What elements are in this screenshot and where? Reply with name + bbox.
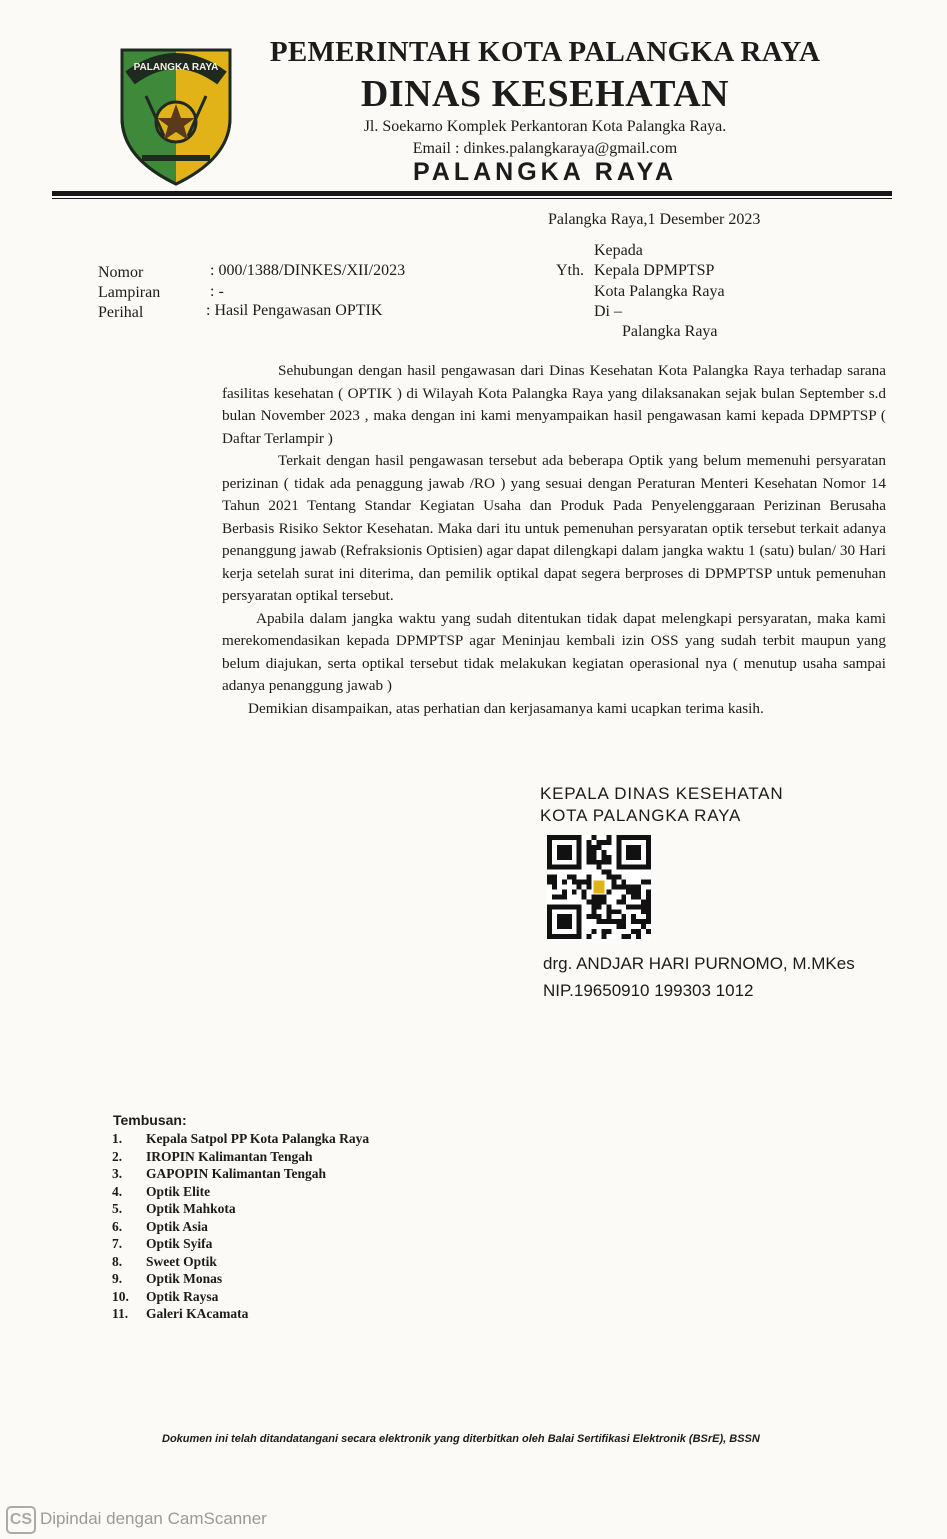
recipient-line1: Kepala DPMPTSP bbox=[594, 262, 715, 279]
recipient-di: Di – bbox=[594, 303, 622, 320]
tembusan-item bbox=[112, 1235, 369, 1253]
tembusan-label: Tembusan: bbox=[113, 1112, 187, 1128]
tembusan-item-text: Optik Mahkota bbox=[146, 1201, 236, 1216]
body-paragraph-1: Sehubungan dengan hasil pengawasan dari Dinas Kesehatan Kota Palangka Raya terhadap sarana fasilitas kesehatan ( OPTIK ) di Wilayah Kota Palangka Raya yang dilaksanakan sejak bulan September s.d bulan November 2023 , maka dengan ini kami menyampaikan hasil pengawasan kami kepada DPMPTSP ( Daftar Terlampir ) bbox=[222, 362, 886, 447]
recipient-kepada: Kepada bbox=[594, 242, 643, 259]
place-date: Palangka Raya,1 Desember 2023 bbox=[548, 211, 761, 228]
camscanner-watermark: Dipindai dengan CamScanner bbox=[40, 1509, 267, 1528]
letterhead-department: DINAS KESEHATAN bbox=[360, 73, 730, 115]
letterhead-city: PALANGKA RAYA bbox=[412, 158, 678, 186]
tembusan-item bbox=[112, 1148, 369, 1166]
lampiran-value: : - bbox=[210, 283, 224, 300]
tembusan-item bbox=[112, 1270, 369, 1288]
tembusan-item-number: 10. bbox=[112, 1288, 129, 1304]
tembusan-item-number: 4. bbox=[112, 1183, 123, 1199]
tembusan-item-text: GAPOPIN Kalimantan Tengah bbox=[146, 1166, 327, 1181]
city-emblem-logo bbox=[116, 40, 236, 188]
tembusan-item bbox=[112, 1305, 369, 1323]
tembusan-item-number: 11. bbox=[112, 1306, 129, 1321]
tembusan-item-text: Optik Elite bbox=[146, 1183, 211, 1199]
letterhead-government: PEMERINTAH KOTA PALANGKA RAYA bbox=[269, 36, 821, 68]
tembusan-item bbox=[112, 1130, 369, 1148]
tembusan-item-number: 5. bbox=[112, 1201, 123, 1216]
tembusan-item-number: 7. bbox=[112, 1236, 123, 1251]
tembusan-item-number: 1. bbox=[112, 1131, 123, 1146]
tembusan-item-number: 8. bbox=[112, 1253, 123, 1269]
letterhead-divider-thin bbox=[52, 198, 892, 199]
tembusan-item-number: 3. bbox=[112, 1166, 123, 1181]
signature-title-1: KEPALA DINAS KESEHATAN bbox=[540, 784, 784, 803]
body-paragraph-4: Demikian disampaikan, atas perhatian dan kerjasamanya kami ucapkan terima kasih. bbox=[248, 699, 764, 717]
recipient-line2: Kota Palangka Raya bbox=[594, 283, 725, 300]
recipient-yth: Yth. bbox=[556, 262, 584, 279]
signature-title-2: KOTA PALANGKA RAYA bbox=[540, 806, 742, 825]
qr-code-signature bbox=[547, 834, 651, 940]
letterhead-email: Email : dinkes.palangkaraya@gmail.com bbox=[412, 140, 678, 157]
body-paragraph-3: Apabila dalam jangka waktu yang sudah ditentukan tidak dapat melengkapi persyaratan, maka kami merekomendasikan kepada DPMPTSP agar Meninjau kembali izin OSS yang sudah terbit maupun yang belum diajukan, serta optikal tersebut tidak melakukan kegiatan operasional nya ( menutup usaha sampai adanya penanggung jawab ) bbox=[222, 609, 886, 694]
tembusan-item-text: Optik Asia bbox=[146, 1218, 208, 1234]
tembusan-item-text: IROPIN Kalimantan Tengah bbox=[146, 1148, 313, 1164]
tembusan-item bbox=[112, 1200, 369, 1218]
lampiran-label: Lampiran bbox=[98, 284, 161, 301]
nomor-label: Nomor bbox=[98, 264, 144, 281]
tembusan-item-text: Sweet Optik bbox=[146, 1253, 217, 1269]
perihal-label: Perihal bbox=[98, 304, 144, 321]
recipient-line3: Palangka Raya bbox=[622, 323, 718, 340]
tembusan-item-number: 2. bbox=[112, 1148, 123, 1164]
perihal-value: : Hasil Pengawasan OPTIK bbox=[206, 302, 383, 319]
tembusan-item bbox=[112, 1218, 369, 1236]
letterhead-divider-thick bbox=[52, 191, 892, 196]
tembusan-item-text: Kepala Satpol PP Kota Palangka Raya bbox=[146, 1131, 370, 1146]
tembusan-item bbox=[112, 1253, 369, 1271]
tembusan-item-number: 6. bbox=[112, 1218, 123, 1234]
tembusan-item bbox=[112, 1165, 369, 1183]
tembusan-item-text: Galeri KAcamata bbox=[146, 1306, 249, 1321]
signatory-nip: NIP.19650910 199303 1012 bbox=[543, 981, 754, 1000]
tembusan-list bbox=[112, 1130, 369, 1323]
tembusan-item-text: Optik Monas bbox=[146, 1271, 223, 1286]
camscanner-logo-icon: CS bbox=[6, 1506, 36, 1534]
tembusan-item-number: 9. bbox=[112, 1271, 123, 1286]
logo-text: PALANGKA RAYA bbox=[133, 62, 219, 73]
tembusan-item bbox=[112, 1288, 369, 1306]
e-signature-note: Dokumen ini telah ditandatangani secara elektronik yang diterbitkan oleh Balai Sertifikasi Elektronik (BSrE), BSSN bbox=[162, 1433, 760, 1445]
tembusan-item-text: Optik Raysa bbox=[146, 1288, 219, 1304]
body-paragraph-2: Terkait dengan hasil pengawasan tersebut ada beberapa Optik yang belum memenuhi persyaratan perizinan ( tidak ada penaggung jawab /RO ) yang sesuai dengan Peraturan Menteri Kesehatan Nomor 14 Tahun 2021 Tentang Standar Kegiatan Usaha dan Produk Pada Penyelenggaraan Perizinan Berusaha Berbasis Risiko Sektor Kesehatan. Maka dari itu untuk pemenuhan persyaratan optik tersebut terkait adanya penanggung jawab (Refraksionis Optisien) agar dapat dilengkapi dalam jangka waktu 1 (satu) bulan/ 30 Hari kerja setelah surat ini diterima, dan pemilik optikal dapat segera berproses di DPMPTSP untuk pemenuhan persyaratan optikal tersebut. bbox=[222, 452, 886, 604]
tembusan-item-text: Optik Syifa bbox=[146, 1236, 213, 1251]
tembusan-item bbox=[112, 1183, 369, 1201]
letterhead-address: Jl. Soekarno Komplek Perkantoran Kota Palangka Raya. bbox=[363, 118, 727, 135]
letter-body bbox=[222, 360, 886, 720]
signatory-name: drg. ANDJAR HARI PURNOMO, M.MKes bbox=[543, 954, 855, 973]
nomor-value: : 000/1388/DINKES/XII/2023 bbox=[210, 262, 406, 279]
